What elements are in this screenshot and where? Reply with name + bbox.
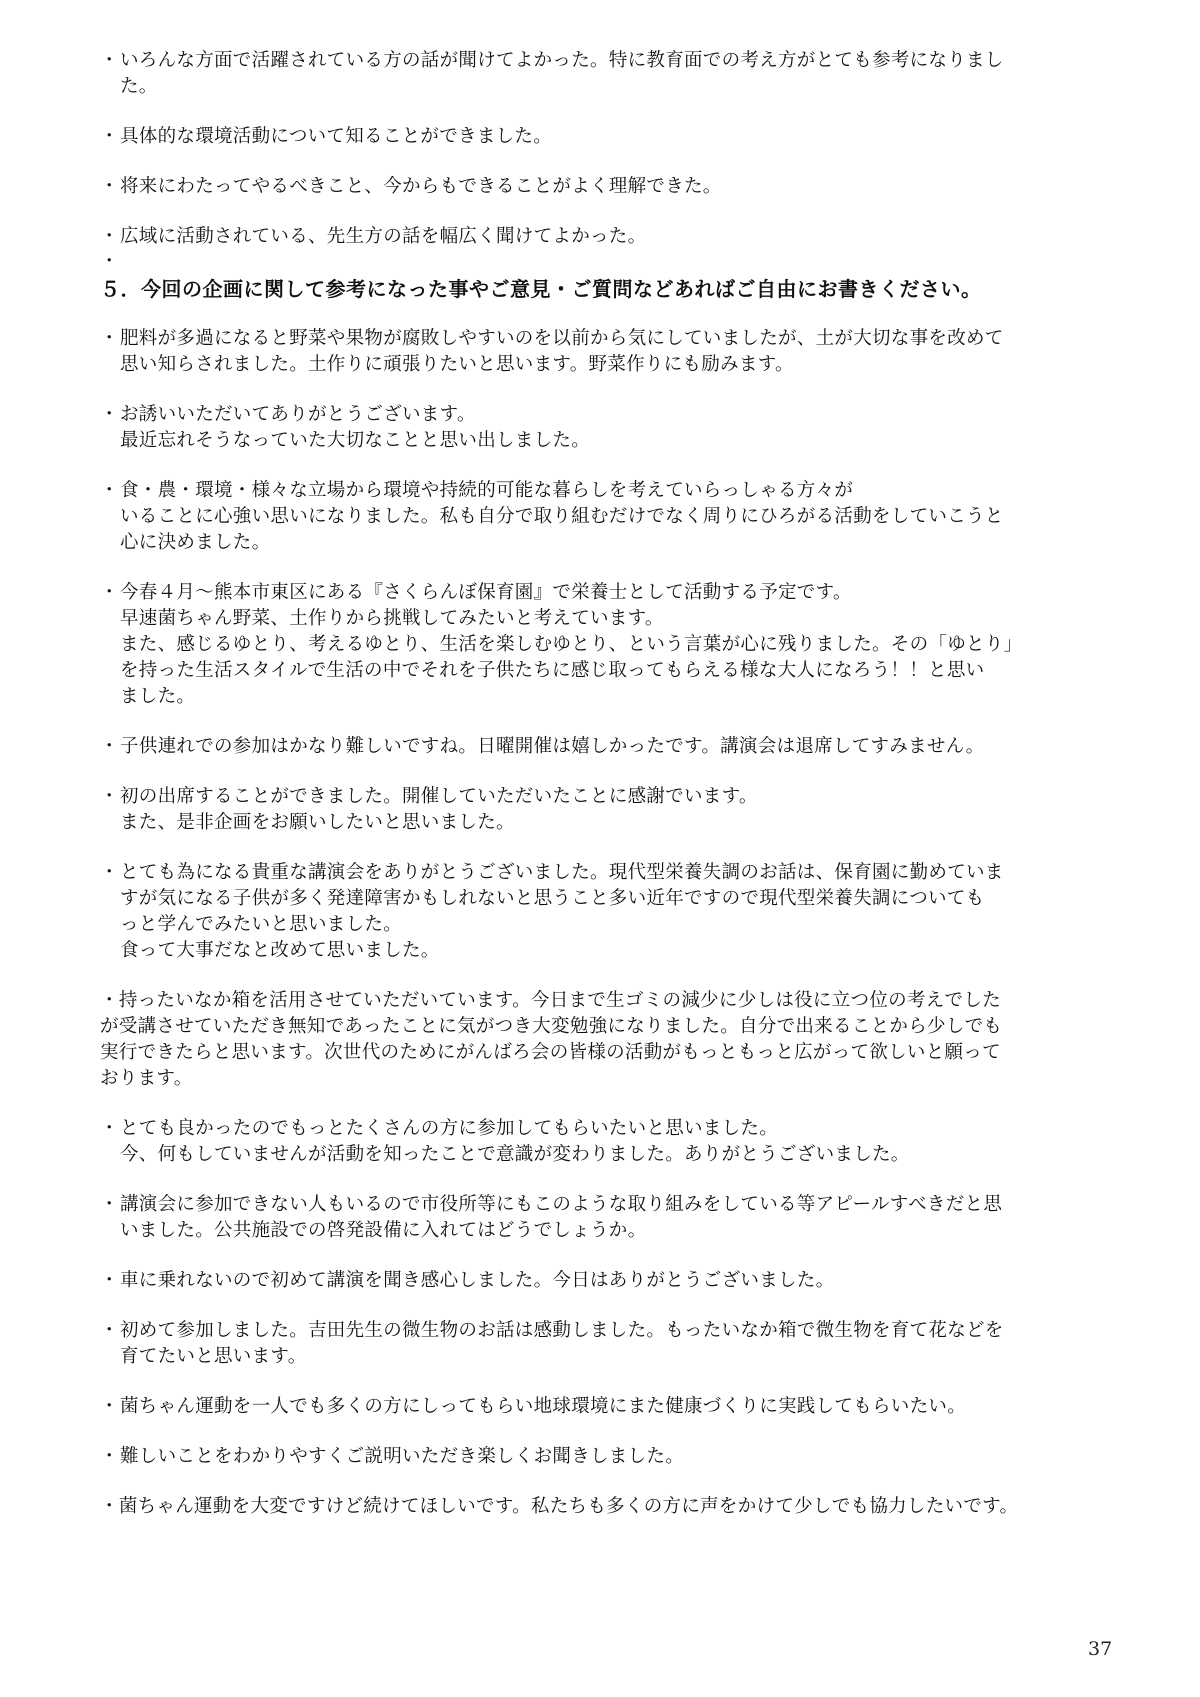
comment-line: おります。 (100, 1068, 193, 1089)
comment-line: 育てたいと思います。 (120, 1346, 307, 1367)
comment-line: いろんな方面で活躍されている方の話が聞けてよかった。特に教育面での考え方がとても参考になりまし (120, 50, 1004, 71)
comment-item (100, 1268, 1130, 1294)
comment-item (100, 402, 1130, 454)
comment-line: 肥料が多過になると野菜や果物が腐敗しやすいのを以前から気にしていましたが、土が大切な事を改めて (120, 328, 1004, 349)
comment-line: た。 (120, 76, 158, 97)
document-page (100, 48, 1130, 1544)
comment-list-section-5 (100, 326, 1130, 1520)
bullet-marker: ・ (100, 126, 119, 147)
comment-item (100, 48, 1130, 100)
comment-item (100, 784, 1130, 836)
comment-line: また、感じるゆとり、考えるゆとり、生活を楽しむゆとり、という言葉が心に残りました。その「ゆとり」 (120, 634, 1023, 655)
bullet-marker: ・ (100, 786, 119, 807)
comment-line: 初の出席することができました。開催していただいたことに感謝でいます。 (120, 786, 758, 807)
comment-line: また、是非企画をお願いしたいと思いました。 (120, 812, 515, 833)
comment-line: とても為になる貴重な講演会をありがとうございました。現代型栄養失調のお話は、保育園に勤めていま (120, 862, 1004, 883)
comment-item (100, 860, 1130, 964)
comment-line: 広域に活動されている、先生方の話を幅広く聞けてよかった。 (120, 226, 647, 247)
comment-line: すが気になる子供が多く発達障害かもしれないと思うこと多い近年ですので現代型栄養失調についても (120, 888, 985, 909)
comment-line: 食って大事だなと改めて思いました。 (120, 940, 440, 961)
comment-item (100, 1116, 1130, 1168)
comment-item (100, 124, 1130, 150)
bullet-marker: ・ (100, 1496, 119, 1517)
comment-line: 思い知らされました。土作りに頑張りたいと思います。野菜作りにも励みます。 (120, 354, 794, 375)
comment-item (100, 1394, 1130, 1420)
comment-line: 初めて参加しました。吉田先生の微生物のお話は感動しました。もったいなか箱で微生物を育て花などを (120, 1320, 1004, 1341)
comment-line: 菌ちゃん運動を大変ですけど続けてほしいです。私たちも多くの方に声をかけて少しでも協力したいです。 (118, 1496, 1019, 1517)
comment-line: が受講させていただき無知であったことに気がつき大変勉強になりました。自分で出来ることから少しでも (100, 1016, 1003, 1037)
comment-line: 持ったいなか箱を活用させていただいています。今日まで生ゴミの減少に少しは役に立つ位の考えでした (118, 990, 1001, 1011)
bullet-marker: ・ (100, 582, 119, 603)
comment-line: いました。公共施設での啓発設備に入れてはどうでしょうか。 (120, 1220, 647, 1241)
empty-bullet: ・ (100, 251, 119, 272)
bullet-marker: ・ (100, 1194, 119, 1215)
comment-line: っと学んでみたいと思いました。 (120, 914, 403, 935)
comment-line: 車に乗れないので初めて講演を聞き感心しました。今日はありがとうございました。 (120, 1270, 835, 1291)
comment-item (100, 1192, 1130, 1244)
comment-item (100, 1494, 1130, 1520)
bullet-marker: ・ (100, 480, 119, 501)
comment-item (100, 734, 1130, 760)
comment-item (100, 580, 1130, 710)
bullet-marker: ・ (100, 328, 119, 349)
comment-line: 最近忘れそうなっていた大切なことと思い出しました。 (120, 430, 591, 451)
comment-item (100, 1318, 1130, 1370)
comment-line: お誘いいただいてありがとうございます。 (120, 404, 476, 425)
comment-line: 今春４月～熊本市東区にある『さくらんぼ保育園』で栄養士として活動する予定です。 (120, 582, 852, 603)
bullet-marker: ・ (100, 50, 119, 71)
comment-item (100, 224, 1130, 250)
comment-item (100, 174, 1130, 200)
comment-line: 心に決めました。 (120, 532, 271, 553)
comment-line: 講演会に参加できない人もいるので市役所等にもこのような取り組みをしている等アピールすべきだと思 (120, 1194, 1003, 1215)
bullet-marker: ・ (100, 176, 119, 197)
bullet-marker: ・ (100, 990, 119, 1011)
comment-item (100, 478, 1130, 556)
comment-line: 難しいことをわかりやすくご説明いただき楽しくお聞きしました。 (120, 1446, 685, 1467)
comment-list-top (100, 48, 1130, 250)
comment-line: 早速菌ちゃん野菜、土作りから挑戦してみたいと考えています。 (120, 608, 664, 629)
comment-line: 菌ちゃん運動を一人でも多くの方にしってもらい地球環境にまた健康づくりに実践してもらいたい。 (120, 1396, 967, 1417)
comment-line: 今、何もしていませんが活動を知ったことで意識が変わりました。ありがとうございました。 (120, 1144, 910, 1165)
bullet-marker: ・ (100, 226, 119, 247)
comment-line: 食・農・環境・様々な立場から環境や持続的可能な暮らしを考えていらっしゃる方々が (120, 480, 854, 501)
comment-line: 実行できたらと思います。次世代のためにがんばろ会の皆様の活動がもっともっと広がって欲しいと願って (100, 1042, 1001, 1063)
bullet-marker: ・ (100, 404, 119, 425)
comment-line: 子供連れでの参加はかなり難しいですね。日曜開催は嬉しかったです。講演会は退席してすみません。 (120, 736, 985, 757)
bullet-marker: ・ (100, 1446, 119, 1467)
comment-item (100, 1444, 1130, 1470)
comment-item (100, 988, 1130, 1092)
comment-line: とても良かったのでもっとたくさんの方に参加してもらいたいと思いました。 (120, 1118, 779, 1139)
comment-line: ました。 (120, 686, 196, 707)
section-heading: ５．今回の企画に関して参考になった事やご意見・ご質問などあればご自由にお書きください。 (100, 277, 982, 301)
bullet-marker: ・ (100, 1396, 119, 1417)
comment-line: 具体的な環境活動について知ることができました。 (120, 126, 553, 147)
bullet-marker: ・ (100, 1270, 119, 1291)
bullet-marker: ・ (100, 1118, 119, 1139)
page-number: 37 (1088, 1638, 1113, 1660)
bullet-marker: ・ (100, 862, 119, 883)
bullet-marker: ・ (100, 736, 119, 757)
comment-line: を持った生活スタイルで生活の中でそれを子供たちに感じ取ってもらえる様な大人になろう！！と思い (120, 660, 985, 681)
comment-line: 将来にわたってやるべきこと、今からもできることがよく理解できた。 (120, 176, 722, 197)
comment-item (100, 326, 1130, 378)
comment-line: いることに心強い思いになりました。私も自分で取り組むだけでなく周りにひろがる活動をしていこうと (120, 506, 1004, 527)
bullet-marker: ・ (100, 1320, 119, 1341)
